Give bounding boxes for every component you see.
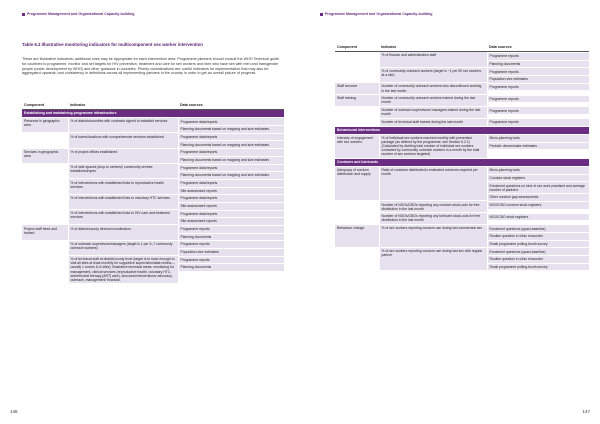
sources-cell: [178, 179, 284, 194]
indicator-cell: % of interventions with established links to voluntary HTC services: [68, 194, 178, 209]
page-number: 147: [582, 409, 590, 414]
section-heading: Condoms and lubricants: [335, 158, 589, 166]
page-number: 146: [10, 409, 18, 414]
indicator-cell: % of sex workers reporting condom use during last sex with regular partner: [379, 247, 487, 270]
sources-cell: [487, 134, 589, 158]
sources-cell: [487, 166, 589, 201]
data-source: Micro-planning tools: [488, 134, 590, 142]
indicator-cell: % of technical staff at district/county level (target is to have enough to visit all sites at least monthly for supportive supervision/data review—usually 1 covers 5–6 sites). Illustrative technical areas: monitoring for management, clinical services (reproductive health, voluntary HTC, antiretroviral therapy [ART] care), structural interventions/ advocacy, outreach, management/ financial.: [68, 256, 178, 284]
right-page: [300, 0, 600, 424]
data-source: Enrolment questions (quasi-baseline): [488, 247, 590, 255]
table-row: [22, 117, 284, 132]
sources-cell: [178, 148, 284, 163]
component-cell: Project staff hired and trained: [22, 225, 68, 240]
component-cell: Staff turnover: [335, 83, 379, 95]
component-cell: [22, 256, 68, 284]
data-source: Programme reports: [488, 118, 590, 126]
table-row: [22, 240, 284, 255]
sources-cell: [487, 118, 589, 126]
table-row: [335, 118, 589, 126]
table-row: [22, 225, 284, 240]
data-source: Routine question in clinic encounter: [488, 232, 590, 240]
header-square-icon: [320, 13, 323, 16]
indicator-cell: % of sex workers reporting condom use during last commercial sex: [379, 224, 487, 247]
table-row: [22, 256, 284, 284]
component-cell: Staff training: [335, 95, 379, 107]
data-source: Population size estimates: [179, 248, 285, 256]
indicator-cell: % of interventions with established links to HIV care and treatment services: [68, 210, 178, 225]
data-source: Small programme polling-booth survey: [488, 263, 590, 271]
indicator-cell: Number of outreach supervisors/ managers trained during the last month: [379, 106, 487, 118]
sources-cell: [178, 194, 284, 209]
data-source: Site assessment reports: [179, 217, 285, 225]
indicator-cell: Number of community outreach workers who discontinued working in the last month: [379, 83, 487, 95]
indicator-cell: Number of NGOs/CBOs reporting any lubricant stock-outs for free distribution in the last month: [379, 213, 487, 225]
sources-cell: [178, 225, 284, 240]
data-source: Site assessment reports: [179, 202, 285, 210]
data-source: Routine question in clinic encounter: [488, 255, 590, 263]
sources-cell: [178, 240, 284, 255]
data-source: Programme data/reports: [179, 117, 285, 125]
component-cell: [335, 201, 379, 213]
data-source: Programme reports: [179, 225, 285, 233]
col-header-indicator: Indicator: [68, 102, 178, 110]
component-cell: [22, 194, 68, 209]
component-cell: [22, 179, 68, 194]
indicator-table-continued: [335, 44, 589, 270]
section-heading: Establishing and maintaining programme infrastructure: [22, 110, 284, 118]
data-source: Programme reports: [488, 67, 590, 75]
col-header-component: Component: [335, 44, 379, 52]
data-source: Programme data/reports: [179, 164, 285, 172]
indicator-table: [22, 102, 284, 283]
sources-cell: [178, 117, 284, 132]
table-row: [335, 106, 589, 118]
data-source: Planning documents based on mapping and size estimates: [179, 125, 285, 133]
data-source: Planning documents: [488, 60, 590, 68]
indicator-cell: Number of NGOs/CBOs reporting any condom stock-outs for free distribution in the last month: [379, 201, 487, 213]
sources-cell: [178, 133, 284, 148]
indicator-cell: % of districts/counties with contracts signed to establish services: [68, 117, 178, 132]
table-row: [335, 67, 589, 82]
sources-cell: [487, 224, 589, 247]
sources-cell: [487, 67, 589, 82]
indicator-cell: Number of community outreach workers trained during the last month: [379, 95, 487, 107]
component-cell: [22, 240, 68, 255]
table-row: [22, 194, 284, 209]
sources-cell: [178, 164, 284, 179]
data-source: Enrolment questions on kind of sex work practised and average number of partners: [488, 181, 590, 193]
indicator-cell: % of finance and administration staff: [379, 52, 487, 68]
data-source: Planning documents based on mapping and size estimates: [179, 171, 285, 179]
col-header-indicator: Indicator: [379, 44, 487, 52]
data-source: Programme data/reports: [179, 133, 285, 141]
component-cell: [335, 247, 379, 270]
table-row: [335, 166, 589, 201]
table-row: [335, 213, 589, 225]
table-row: [335, 95, 589, 107]
table-row: [22, 148, 284, 163]
data-source: Programme data/reports: [179, 210, 285, 218]
indicator-cell: % of individual sex workers reached monthly with prevention package (as defined by the programme; see Section 6.2.1) (Calculated by dividing total number of individual sex workers contacted by community outreach workers in a month by the total number of sex workers targeted): [379, 134, 487, 158]
data-source: NGO/CBO condom stock registers: [488, 201, 590, 209]
component-cell: Services in geographic area: [22, 148, 68, 163]
data-source: Enrolment questions (quasi-baseline): [488, 224, 590, 232]
component-cell: [335, 52, 379, 68]
indicator-cell: % of towns/locations with comprehensive services established: [68, 133, 178, 148]
table-row: [335, 134, 589, 158]
sources-cell: [487, 83, 589, 95]
data-source: Programme reports: [488, 95, 590, 103]
table-row: [335, 224, 589, 247]
section-row: [335, 158, 589, 166]
sources-cell: [487, 213, 589, 225]
data-source: Planning documents based on mapping and size estimates: [179, 156, 285, 164]
sources-cell: [178, 210, 284, 225]
data-source: Programme reports: [488, 106, 590, 114]
data-source: Programme reports: [179, 240, 285, 248]
table-row: [335, 247, 589, 270]
component-cell: [22, 210, 68, 225]
indicator-cell: % of community outreach workers (target is ~1 per 50 sex workers at a site): [379, 67, 487, 82]
component-cell: Adequacy of condom distribution and supply: [335, 166, 379, 201]
component-cell: [335, 106, 379, 118]
sources-cell: [487, 106, 589, 118]
table-row: [22, 179, 284, 194]
data-source: Population size estimates: [488, 75, 590, 83]
section-heading: Behavioural interventions: [335, 126, 589, 134]
data-source: Periodic denominator estimates: [488, 142, 590, 150]
data-source: Programme data/reports: [179, 148, 285, 156]
indicator-cell: % of district/county director/coordinators: [68, 225, 178, 240]
component-cell: [335, 67, 379, 82]
header-square-icon: [22, 13, 25, 16]
intro-paragraph: These are illustrative indicators; additional ones may be appropriate for each intervention area. Programme planners should consult the WHO Technical guide for countries to programme, monitor and set targets for HIV prevention, treatment and care for sex workers and men who have sex with men and transgender people (under development by WHO) and other guidance in countries. Priority considerations are: useful indicators for implementation that may also be aggregated upwards; and consistency in definitions across all implementing partners in the country in order to get an overall picture of progress.: [22, 57, 279, 76]
section-row: [22, 110, 284, 118]
sources-cell: [487, 52, 589, 68]
section-row: [335, 126, 589, 134]
table-row: [22, 164, 284, 179]
data-source: Planning documents based on mapping and size estimates: [179, 140, 285, 148]
data-source: NGO/CBO stock registers: [488, 213, 590, 221]
data-source: Programme reports: [488, 83, 590, 91]
table-row: [335, 201, 589, 213]
table-row: [335, 83, 589, 95]
indicator-cell: Number of technical staff trained during the last month: [379, 118, 487, 126]
sources-cell: [487, 247, 589, 270]
data-source: Other condom gap assessments: [488, 193, 590, 201]
sources-cell: [487, 201, 589, 213]
data-source: Programme reports: [488, 52, 590, 60]
component-cell: [335, 118, 379, 126]
table-row: [22, 210, 284, 225]
component-cell: Presence in geographic area: [22, 117, 68, 132]
data-source: Programme reports: [179, 256, 285, 264]
indicator-cell: % of project offices established: [68, 148, 178, 163]
component-cell: Behaviour change: [335, 224, 379, 247]
col-header-component: Component: [22, 102, 68, 110]
indicator-cell: % of interventions with established links to reproductive health services: [68, 179, 178, 194]
data-source: Site assessment reports: [179, 187, 285, 195]
running-header: Programme Management and Organizational Capacity-building: [320, 12, 432, 16]
col-header-sources: Data sources: [178, 102, 284, 110]
data-source: Micro-planning tools: [488, 166, 590, 174]
data-source: Programme data/reports: [179, 179, 285, 187]
sources-cell: [178, 256, 284, 284]
indicator-cell: % of outreach supervisors/managers (target is 1 per 5–7 community outreach workers): [68, 240, 178, 255]
table-row: [22, 133, 284, 148]
sources-cell: [487, 95, 589, 107]
data-source: Small programme polling-booth survey: [488, 240, 590, 248]
component-cell: [335, 213, 379, 225]
data-source: Condom stock registers: [488, 174, 590, 182]
data-source: Planning documents: [179, 263, 285, 271]
table-title: Table 6.3 Illustrative monitoring indicators for multicomponent sex worker intervention: [22, 42, 203, 47]
component-cell: Intensity of engagement with sex workers: [335, 134, 379, 158]
table-row: [335, 52, 589, 68]
data-source: Planning documents: [179, 233, 285, 241]
running-header: Programme Management and Organizational Capacity-building: [22, 12, 134, 16]
col-header-sources: Data sources: [487, 44, 589, 52]
indicator-cell: Ratio of condoms distributed to estimated condoms required per month: [379, 166, 487, 201]
component-cell: [22, 164, 68, 179]
component-cell: [22, 133, 68, 148]
indicator-cell: % of safe spaces (drop-in centres)/ community centres established/open: [68, 164, 178, 179]
data-source: Programme data/reports: [179, 194, 285, 202]
